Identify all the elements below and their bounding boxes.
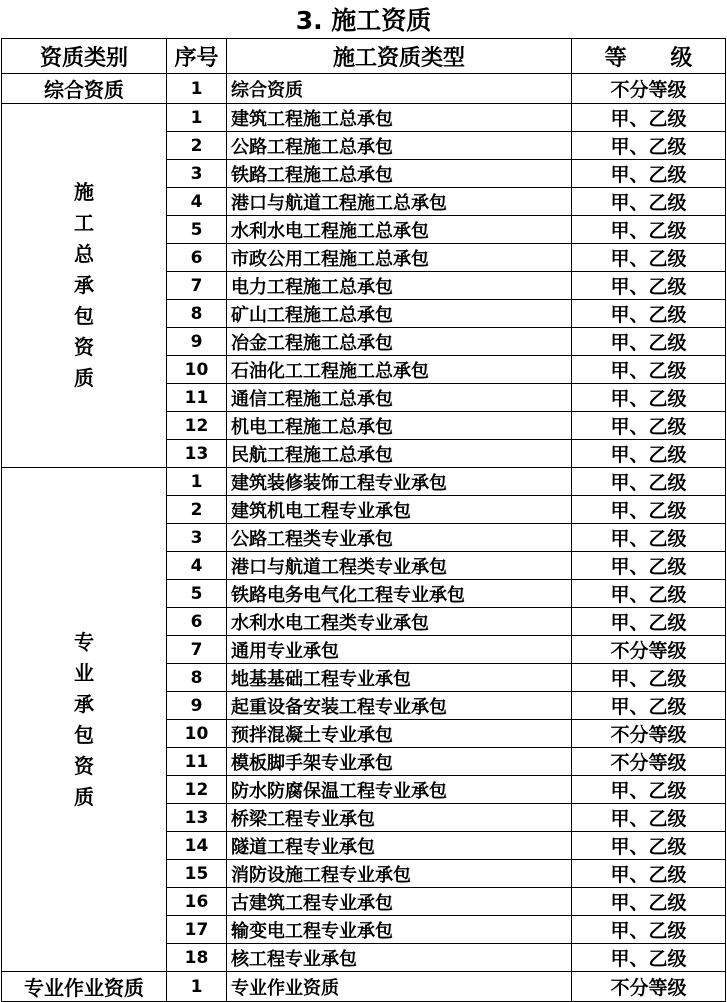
header-type: 施工资质类型 [227,39,572,74]
qualification-type: 预拌混凝土专业承包 [227,720,572,748]
category-char: 业 [74,660,94,685]
category-char: 承 [74,273,94,297]
qualification-type: 冶金工程施工总承包 [227,328,572,356]
row-number: 10 [167,356,227,384]
qualification-level: 甲、乙级 [572,328,726,356]
row-number: 6 [167,608,227,636]
header-level: 等 级 [572,39,726,74]
qualification-level: 甲、乙级 [572,300,726,328]
qualification-type: 通用专业承包 [227,636,572,664]
qualification-level: 甲、乙级 [572,160,726,188]
qualification-level: 甲、乙级 [572,216,726,244]
category-cell [2,104,167,468]
qualification-type: 铁路工程施工总承包 [227,160,572,188]
page-title: 3. 施工资质 [295,6,432,35]
qualification-type: 电力工程施工总承包 [227,272,572,300]
qualification-level: 甲、乙级 [572,356,726,384]
row-number: 16 [167,888,227,916]
qualification-type: 机电工程施工总承包 [227,412,572,440]
qualification-type: 港口与航道工程类专业承包 [227,552,572,580]
qualification-type: 隧道工程专业承包 [227,832,572,860]
qualification-type: 铁路电务电气化工程专业承包 [227,580,572,608]
qualification-type: 输变电工程专业承包 [227,916,572,944]
row-number: 3 [167,160,227,188]
qualification-type: 消防设施工程专业承包 [227,860,572,888]
qualification-level: 甲、乙级 [572,412,726,440]
qualification-type: 水利水电工程类专业承包 [227,608,572,636]
qualification-level: 甲、乙级 [572,664,726,692]
qualification-level: 甲、乙级 [572,860,726,888]
qualification-type: 公路工程类专业承包 [227,524,572,552]
qualification-level: 甲、乙级 [572,384,726,412]
qualification-level: 甲、乙级 [572,944,726,972]
qualification-level: 甲、乙级 [572,188,726,216]
row-number: 15 [167,860,227,888]
table-row [2,104,726,132]
qualification-type: 起重设备安装工程专业承包 [227,692,572,720]
row-number: 10 [167,720,227,748]
qualification-level: 不分等级 [572,748,726,776]
qualification-level: 甲、乙级 [572,888,726,916]
qualification-level: 甲、乙级 [572,832,726,860]
header-row [2,39,726,74]
qualification-level: 甲、乙级 [572,468,726,496]
qualification-type: 建筑装修装饰工程专业承包 [227,468,572,496]
qualification-level: 甲、乙级 [572,692,726,720]
row-number: 11 [167,384,227,412]
qualification-level: 不分等级 [572,636,726,664]
row-number: 13 [167,804,227,832]
row-number: 9 [167,328,227,356]
qualification-type: 港口与航道工程施工总承包 [227,188,572,216]
qualification-type: 专业作业资质 [227,972,572,1002]
row-number: 1 [167,74,227,104]
row-number: 4 [167,188,227,216]
row-number: 11 [167,748,227,776]
qualification-level: 不分等级 [572,720,726,748]
category-char: 专 [74,629,94,654]
row-number: 8 [167,300,227,328]
row-number: 6 [167,244,227,272]
category-char: 资 [74,753,94,778]
qualification-type: 防水防腐保温工程专业承包 [227,776,572,804]
qualification-type: 通信工程施工总承包 [227,384,572,412]
category-char: 质 [74,784,94,809]
qualification-type: 古建筑工程专业承包 [227,888,572,916]
row-number: 17 [167,916,227,944]
qualification-type: 水利水电工程施工总承包 [227,216,572,244]
row-number: 13 [167,440,227,468]
header-category: 资质类别 [2,39,167,74]
qualification-type: 建筑机电工程专业承包 [227,496,572,524]
row-number: 5 [167,216,227,244]
table-row [2,972,726,1002]
qualification-type: 地基基础工程专业承包 [227,664,572,692]
qualification-level: 甲、乙级 [572,552,726,580]
qualification-level: 甲、乙级 [572,496,726,524]
qualification-level: 不分等级 [572,74,726,104]
row-number: 9 [167,692,227,720]
qualification-level: 甲、乙级 [572,776,726,804]
qualification-table [1,38,726,1002]
category-char: 承 [74,691,94,716]
row-number: 2 [167,132,227,160]
category-char: 施 [74,180,94,204]
qualification-type: 桥梁工程专业承包 [227,804,572,832]
qualification-type: 民航工程施工总承包 [227,440,572,468]
row-number: 12 [167,776,227,804]
qualification-level: 不分等级 [572,972,726,1002]
qualification-type: 石油化工工程施工总承包 [227,356,572,384]
qualification-level: 甲、乙级 [572,272,726,300]
row-number: 7 [167,636,227,664]
category-char: 包 [74,722,94,747]
header-number: 序号 [167,39,227,74]
qualification-level: 甲、乙级 [572,916,726,944]
row-number: 1 [167,104,227,132]
row-number: 7 [167,272,227,300]
qualification-level: 甲、乙级 [572,132,726,160]
qualification-type: 公路工程施工总承包 [227,132,572,160]
qualification-level: 甲、乙级 [572,580,726,608]
qualification-level: 甲、乙级 [572,804,726,832]
row-number: 8 [167,664,227,692]
category-char: 质 [74,366,94,390]
qualification-type: 矿山工程施工总承包 [227,300,572,328]
row-number: 18 [167,944,227,972]
table-row [2,468,726,496]
qualification-level: 甲、乙级 [572,104,726,132]
category-char: 包 [74,304,94,328]
qualification-type: 核工程专业承包 [227,944,572,972]
category-cell [2,468,167,972]
qualification-type: 综合资质 [227,74,572,104]
category-char: 资 [74,335,94,359]
qualification-level: 甲、乙级 [572,440,726,468]
category-char: 工 [74,211,94,235]
table-row [2,74,726,104]
row-number: 5 [167,580,227,608]
qualification-level: 甲、乙级 [572,524,726,552]
qualification-type: 模板脚手架专业承包 [227,748,572,776]
row-number: 2 [167,496,227,524]
category-cell: 综合资质 [2,74,167,104]
qualification-type: 市政公用工程施工总承包 [227,244,572,272]
row-number: 1 [167,972,227,1002]
qualification-type: 建筑工程施工总承包 [227,104,572,132]
row-number: 14 [167,832,227,860]
row-number: 4 [167,552,227,580]
row-number: 12 [167,412,227,440]
category-cell: 专业作业资质 [2,972,167,1002]
category-char: 总 [74,242,94,266]
row-number: 1 [167,468,227,496]
row-number: 3 [167,524,227,552]
qualification-level: 甲、乙级 [572,608,726,636]
qualification-level: 甲、乙级 [572,244,726,272]
